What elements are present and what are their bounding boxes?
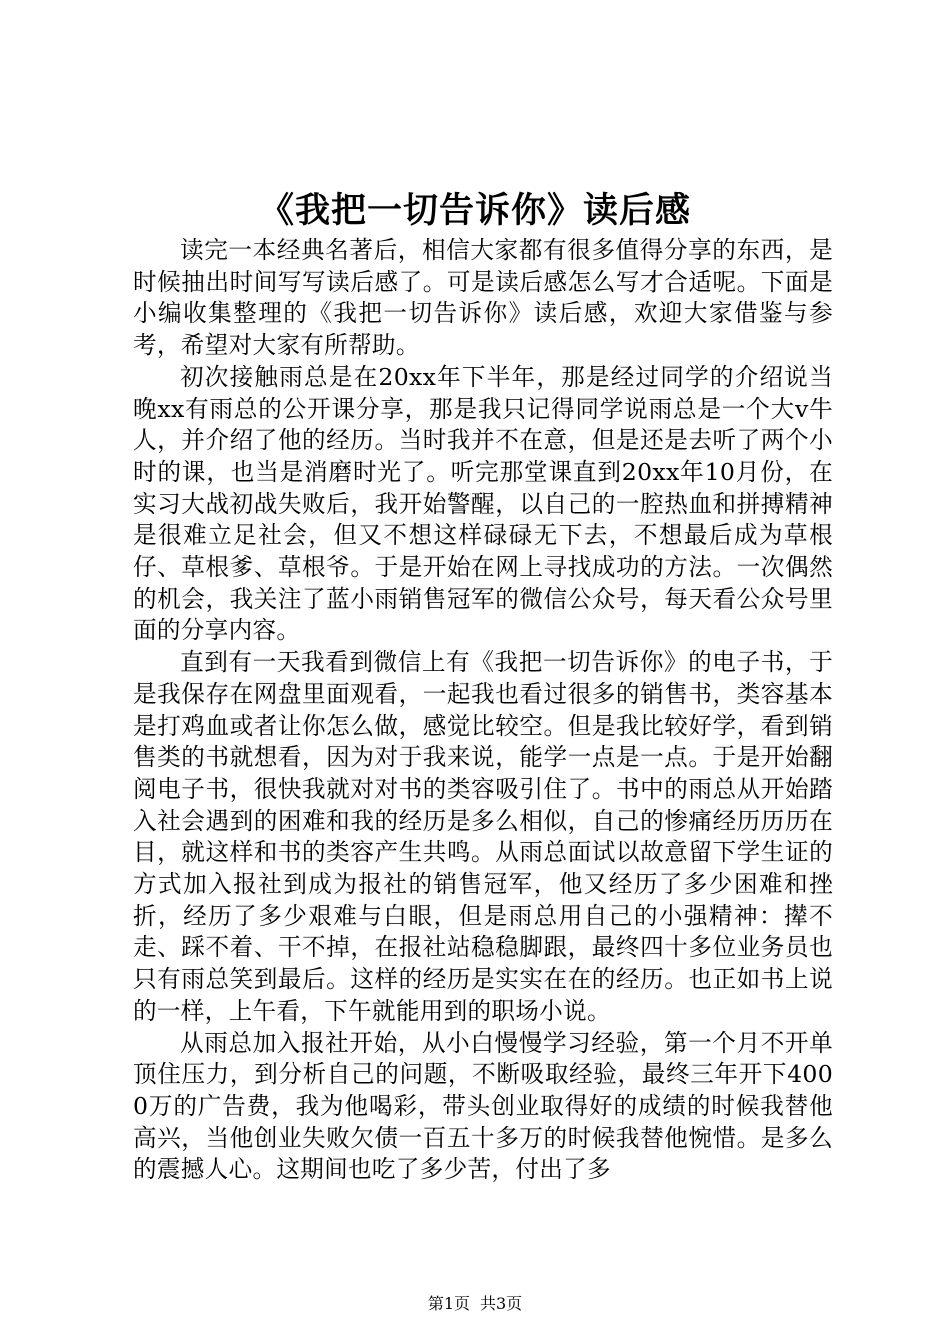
paragraph-first-contact: 初次接触雨总是在20xx年下半年，那是经过同学的介绍说当晚xx有雨总的公开课分享，那是我只记得同学说雨总是一个大v牛人，并介绍了他的经历。当时我并不在意，但是还是去听了两个小时的课，也当是消磨时光了。听完那堂课直到20xx年10月份，在实习大战初战失败后，我开始警醒，以自己的一腔热血和拼搏精神是很难立足社会，但又不想这样碌碌无下去，不想最后成为草根仔、草根爹、草根爷。于是开始在网上寻找成功的方法。一次偶然的机会，我关注了蓝小雨销售冠军的微信公众号，每天看公众号里面的分享内容。: [133, 362, 833, 645]
document-title: 《我把一切告诉你》读后感: [258, 190, 691, 231]
page-footer: [0, 1293, 950, 1315]
paragraph-newspaper: 从雨总加入报社开始，从小白慢慢学习经验，第一个月不开单顶住压力，到分析自己的问题，不断吸取经验，最终三年开下4000万的广告费，我为他喝彩，带头创业取得好的成绩的时候我替他高兴，当他创业失败欠债一百五十多万的时候我替他惋惜。是多么的震撼人心。这期间也吃了多少苦，付出了多: [133, 1028, 833, 1184]
page-total: 共3页: [480, 1294, 523, 1313]
document-body: [133, 235, 833, 1186]
page-number: 第1页: [427, 1294, 470, 1313]
paragraph-intro: 读完一本经典名著后，相信大家都有很多值得分享的东西，是时候抽出时间写写读后感了。可是读后感怎么写才合适呢。下面是小编收集整理的《我把一切告诉你》读后感，欢迎大家借鉴与参考，希望对大家有所帮助。: [133, 236, 833, 360]
paragraph-ebook: 直到有一天我看到微信上有《我把一切告诉你》的电子书，于是我保存在网盘里面观看，一起我也看过很多的销售书，类容基本是打鸡血或者让你怎么做，感觉比较空。但是我比较好学，看到销售类的书就想看，因为对于我来说，能学一点是一点。于是开始翻阅电子书，很快我就对对书的类容吸引住了。书中的雨总从开始踏入社会遇到的困难和我的经历是多么相似，自己的惨痛经历历历在目，就这样和书的类容产生共鸣。从雨总面试以故意留下学生证的方式加入报社到成为报社的销售冠军，他又经历了多少困难和挫折，经历了多少艰难与白眼，但是雨总用自己的小强精神：撵不走、踩不着、干不掉，在报社站稳稳脚跟，最终四十多位业务员也只有雨总笑到最后。这样的经历是实实在在的经历。也正如书上说的一样，上午看，下午就能用到的职场小说。: [133, 648, 833, 1025]
